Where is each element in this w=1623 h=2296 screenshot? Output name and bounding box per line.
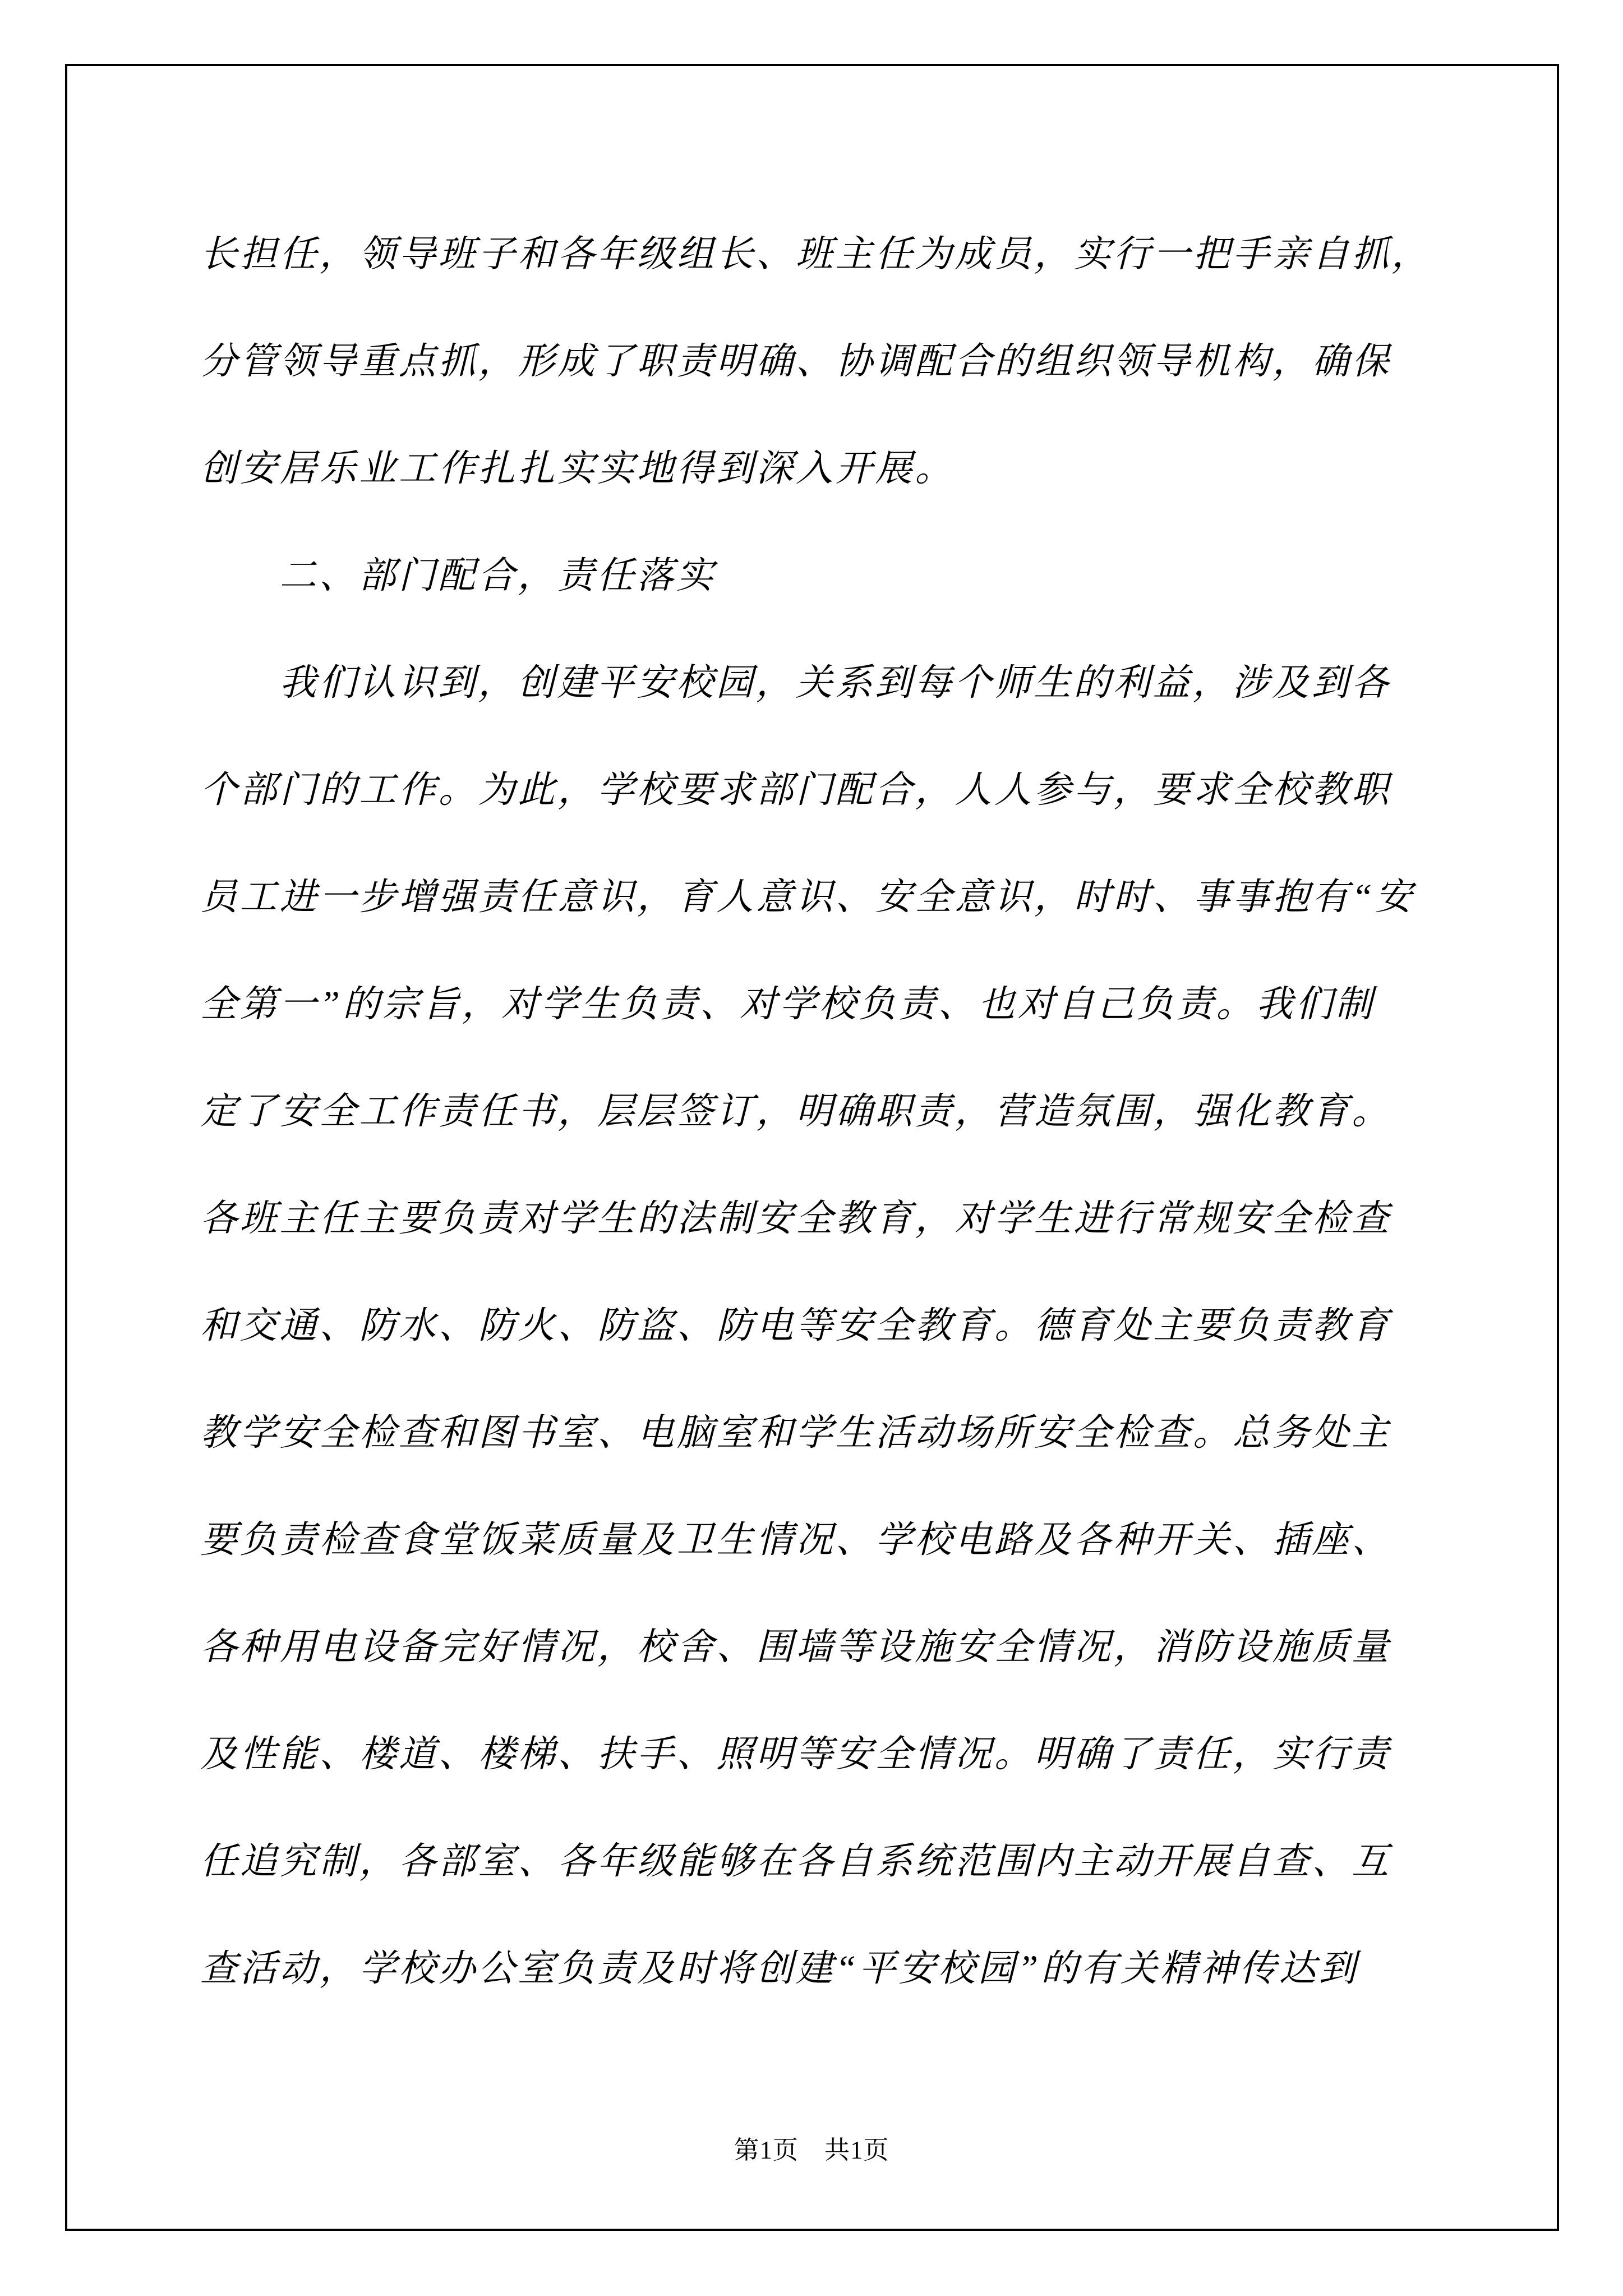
- text-line: 和交通、防水、防火、防盗、防电等安全教育。德育处主要负责教育: [200, 1305, 1391, 1346]
- text-line: 教学安全检查和图书室、电脑室和学生活动场所安全检查。总务处主: [200, 1412, 1391, 1453]
- text-line: 及性能、楼道、楼梯、扶手、照明等安全情况。明确了责任，实行责: [200, 1734, 1391, 1775]
- text-line: 创安居乐业工作扎扎实实地得到深入开展。: [200, 448, 955, 489]
- text-line: 查活动，学校办公室负责及时将创建“平安校园”的有关精神传达到: [200, 1948, 1359, 1989]
- text-line: 个部门的工作。为此，学校要求部门配合，人人参与，要求全校教职: [200, 770, 1391, 811]
- text-line: 全第一”的宗旨，对学生负责、对学校负责、也对自己负责。我们制: [200, 984, 1375, 1025]
- text-line: 长担任，领导班子和各年级组长、班主任为成员，实行一把手亲自抓，: [200, 234, 1431, 275]
- text-line: 我们认识到，创建平安校园，关系到每个师生的利益，涉及到各: [279, 662, 1391, 703]
- document-body: [200, 201, 1440, 2022]
- section-heading: 二、部门配合，责任落实: [279, 555, 716, 596]
- text-line: 定了安全工作责任书，层层签订，明确职责，营造氛围，强化教育。: [200, 1091, 1391, 1132]
- text-line: 各种用电设备完好情况，校舍、围墙等设施安全情况，消防设施质量: [200, 1627, 1391, 1668]
- text-line: 任追究制，各部室、各年级能够在各自系统范围内主动开展自查、互: [200, 1841, 1391, 1882]
- text-line: 要负责检查食堂饭菜质量及卫生情况、学校电路及各种开关、插座、: [200, 1520, 1391, 1561]
- text-line: 各班主任主要负责对学生的法制安全教育，对学生进行常规安全检查: [200, 1198, 1391, 1239]
- text-line: 分管领导重点抓，形成了职责明确、协调配合的组织领导机构，确保: [200, 341, 1391, 382]
- page-footer: 第1页 共1页: [734, 2136, 889, 2164]
- text-line: 员工进一步增强责任意识，育人意识、安全意识，时时、事事抱有“安: [200, 877, 1415, 918]
